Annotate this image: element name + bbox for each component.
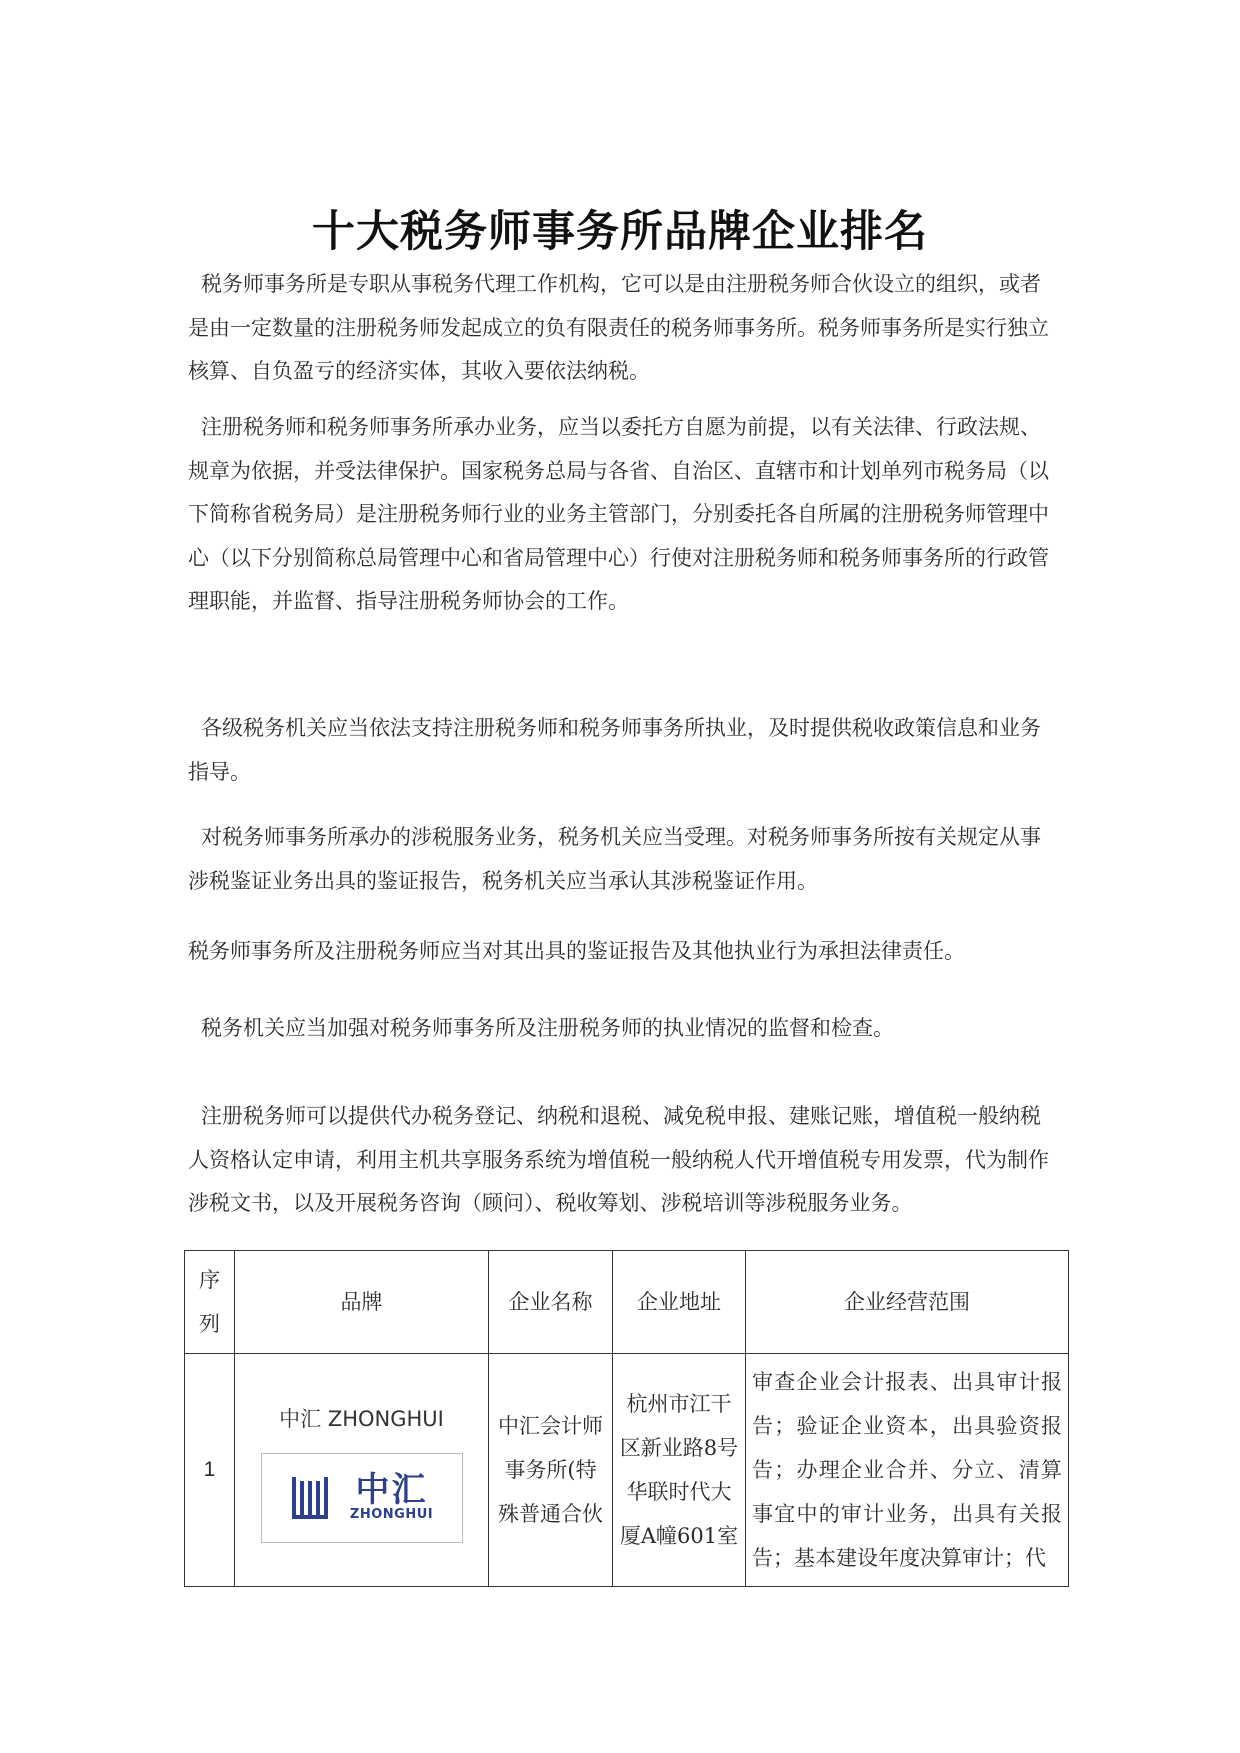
- zhonghui-logo-icon: [290, 1473, 340, 1523]
- row-company: 中汇会计师事务所(特殊普通合伙: [489, 1354, 613, 1587]
- paragraph-7: 注册税务师可以提供代办税务登记、纳税和退税、减免税申报、建账记账，增值税一般纳税人资格认定申请，利用主机共享服务系统为增值税一般纳税人代开增值税专用发票，代为制作涉税文书，以及开展税务咨询（顾问）、税收筹划、涉税培训等涉税服务业务。: [188, 1104, 1049, 1215]
- brand-logo: [261, 1453, 463, 1543]
- paragraph-3: 各级税务机关应当依法支持注册税务师和税务师事务所执业，及时提供税收政策信息和业务指导。: [188, 716, 1041, 784]
- header-scope: 企业经营范围: [746, 1251, 1069, 1354]
- header-address: 企业地址: [613, 1251, 746, 1354]
- row-index: 1: [185, 1354, 235, 1587]
- table-header-row: [185, 1251, 1069, 1354]
- row-scope: 审查企业会计报表、出具审计报告；验证企业资本，出具验资报告；办理企业合并、分立、清算事宜中的审计业务，出具有关报告；基本建设年度决算审计；代: [746, 1354, 1069, 1587]
- header-brand: 品牌: [235, 1251, 489, 1354]
- paragraph-6: 税务机关应当加强对税务师事务所及注册税务师的执业情况的监督和检查。: [201, 1016, 894, 1040]
- paragraph-5: 税务师事务所及注册税务师应当对其出具的鉴证报告及其他执业行为承担法律责任。: [188, 939, 965, 963]
- row-address: 杭州市江干区新业路8号华联时代大厦A幢601室: [613, 1354, 746, 1587]
- brand-ranking-table: [184, 1250, 1069, 1587]
- logo-english-text: ZHONGHUI: [349, 1507, 434, 1522]
- header-company: 企业名称: [489, 1251, 613, 1354]
- table-row: [185, 1354, 1069, 1587]
- header-index: 序列: [185, 1251, 235, 1354]
- paragraph-2: 注册税务师和税务师事务所承办业务，应当以委托方自愿为前提，以有关法律、行政法规、规章为依据，并受法律保护。国家税务总局与各省、自治区、直辖市和计划单列市税务局（以下简称省税务局）是注册税务师行业的业务主管部门，分别委托各自所属的注册税务师管理中心（以下分别简称总局管理中心和省局管理中心）行使对注册税务师和税务师事务所的行政管理职能，并监督、指导注册税务师协会的工作。: [188, 415, 1049, 613]
- logo-chinese-text: 中汇: [355, 1470, 428, 1510]
- brand-name: 中汇 ZHONGHUI: [279, 1407, 444, 1431]
- paragraph-4: 对税务师事务所承办的涉税服务业务，税务机关应当受理。对税务师事务所按有关规定从事涉税鉴证业务出具的鉴证报告，税务机关应当承认其涉税鉴证作用。: [188, 825, 1041, 893]
- row-brand: [235, 1354, 489, 1587]
- paragraph-1: 税务师事务所是专职从事税务代理工作机构，它可以是由注册税务师合伙设立的组织，或者是由一定数量的注册税务师发起成立的负有限责任的税务师事务所。税务师事务所是实行独立核算、自负盈亏的经济实体，其收入要依法纳税。: [188, 272, 1049, 383]
- document-title: 十大税务师事务所品牌企业排名: [312, 207, 928, 257]
